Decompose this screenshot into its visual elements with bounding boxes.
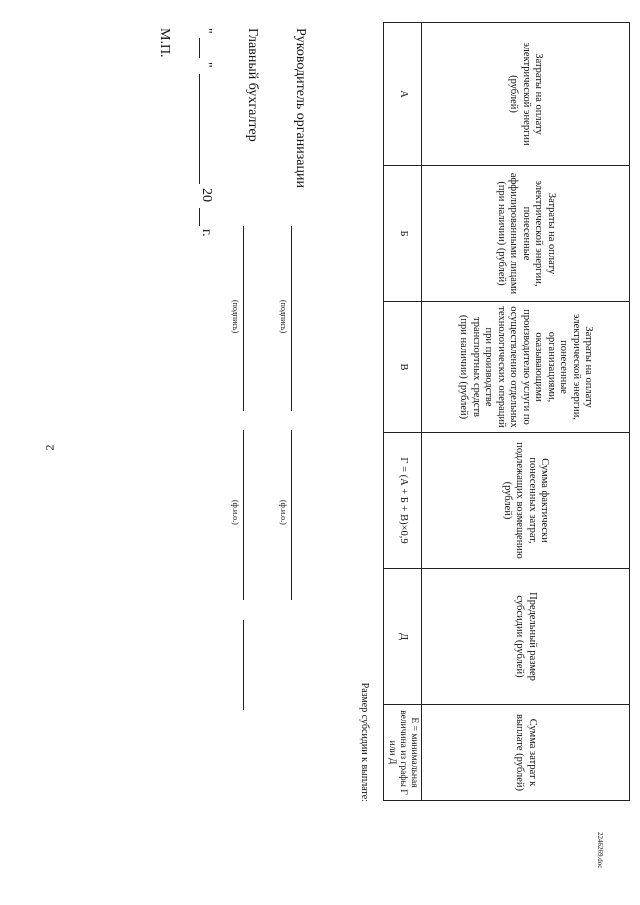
document-sheet	[70, 22, 630, 882]
header-cell: Сумма фактически понесенных затрат, подлежащих возмещению (рублей)	[422, 433, 630, 569]
header-cell: Предельный размер субсидии (рублей)	[422, 569, 630, 705]
accountant-label: Главный бухгалтер	[245, 28, 260, 142]
formula-cell: Г = (А + Б + В)×0,9	[384, 433, 422, 569]
accountant-name-line	[243, 430, 244, 600]
formula-cell: Б	[384, 166, 422, 302]
formula-cell: Е = минимальная величина из графы Г или Д	[384, 705, 422, 801]
accountant-name-caption: (ф.и.о.)	[231, 500, 240, 525]
date-month-line	[199, 74, 200, 184]
date-close-quote: "	[199, 62, 214, 68]
doc-code: 2246269.doc	[596, 832, 604, 869]
date-day-line	[199, 38, 200, 58]
formula-cell: А	[384, 23, 422, 166]
subsidy-caption: Размер субсидии к выплате:	[359, 682, 370, 802]
formula-cell: Д	[384, 569, 422, 705]
date-year-prefix: 20	[199, 188, 214, 202]
subsidy-table	[383, 22, 630, 801]
head-name-caption: (ф.и.о.)	[279, 500, 288, 525]
table-header-row	[422, 23, 630, 801]
header-cell: Затраты на оплату электрической энергии, понесенные организациями, оказывающими производителю услуги по осуществлению отдельных технологических операций при производстве транспортных средств (при наличии) (рублей)	[422, 302, 630, 433]
header-cell: Затраты на оплату электрической энергии (рублей)	[422, 23, 630, 166]
accountant-extra-line	[243, 620, 244, 710]
table-formula-row	[384, 23, 422, 801]
page-number: 2	[42, 444, 57, 451]
accountant-signature-line	[243, 226, 244, 411]
date-year-line	[199, 208, 200, 226]
date-open-quote: "	[199, 28, 214, 34]
stamp-label: М.П.	[157, 28, 172, 58]
head-signature-caption: (подпись)	[279, 300, 288, 334]
head-signature-line	[291, 226, 292, 411]
head-label: Руководитель организации	[293, 28, 308, 188]
formula-cell: В	[384, 302, 422, 433]
head-name-line	[291, 430, 292, 600]
header-cell: Сумма затрат к выплате (рублей)	[422, 705, 630, 801]
header-cell: Затраты на оплату электрической энергии, понесенные аффилированными лицами (при наличии) (рублей)	[422, 166, 630, 302]
accountant-signature-caption: (подпись)	[231, 300, 240, 334]
date-year-suffix: г.	[199, 229, 214, 237]
